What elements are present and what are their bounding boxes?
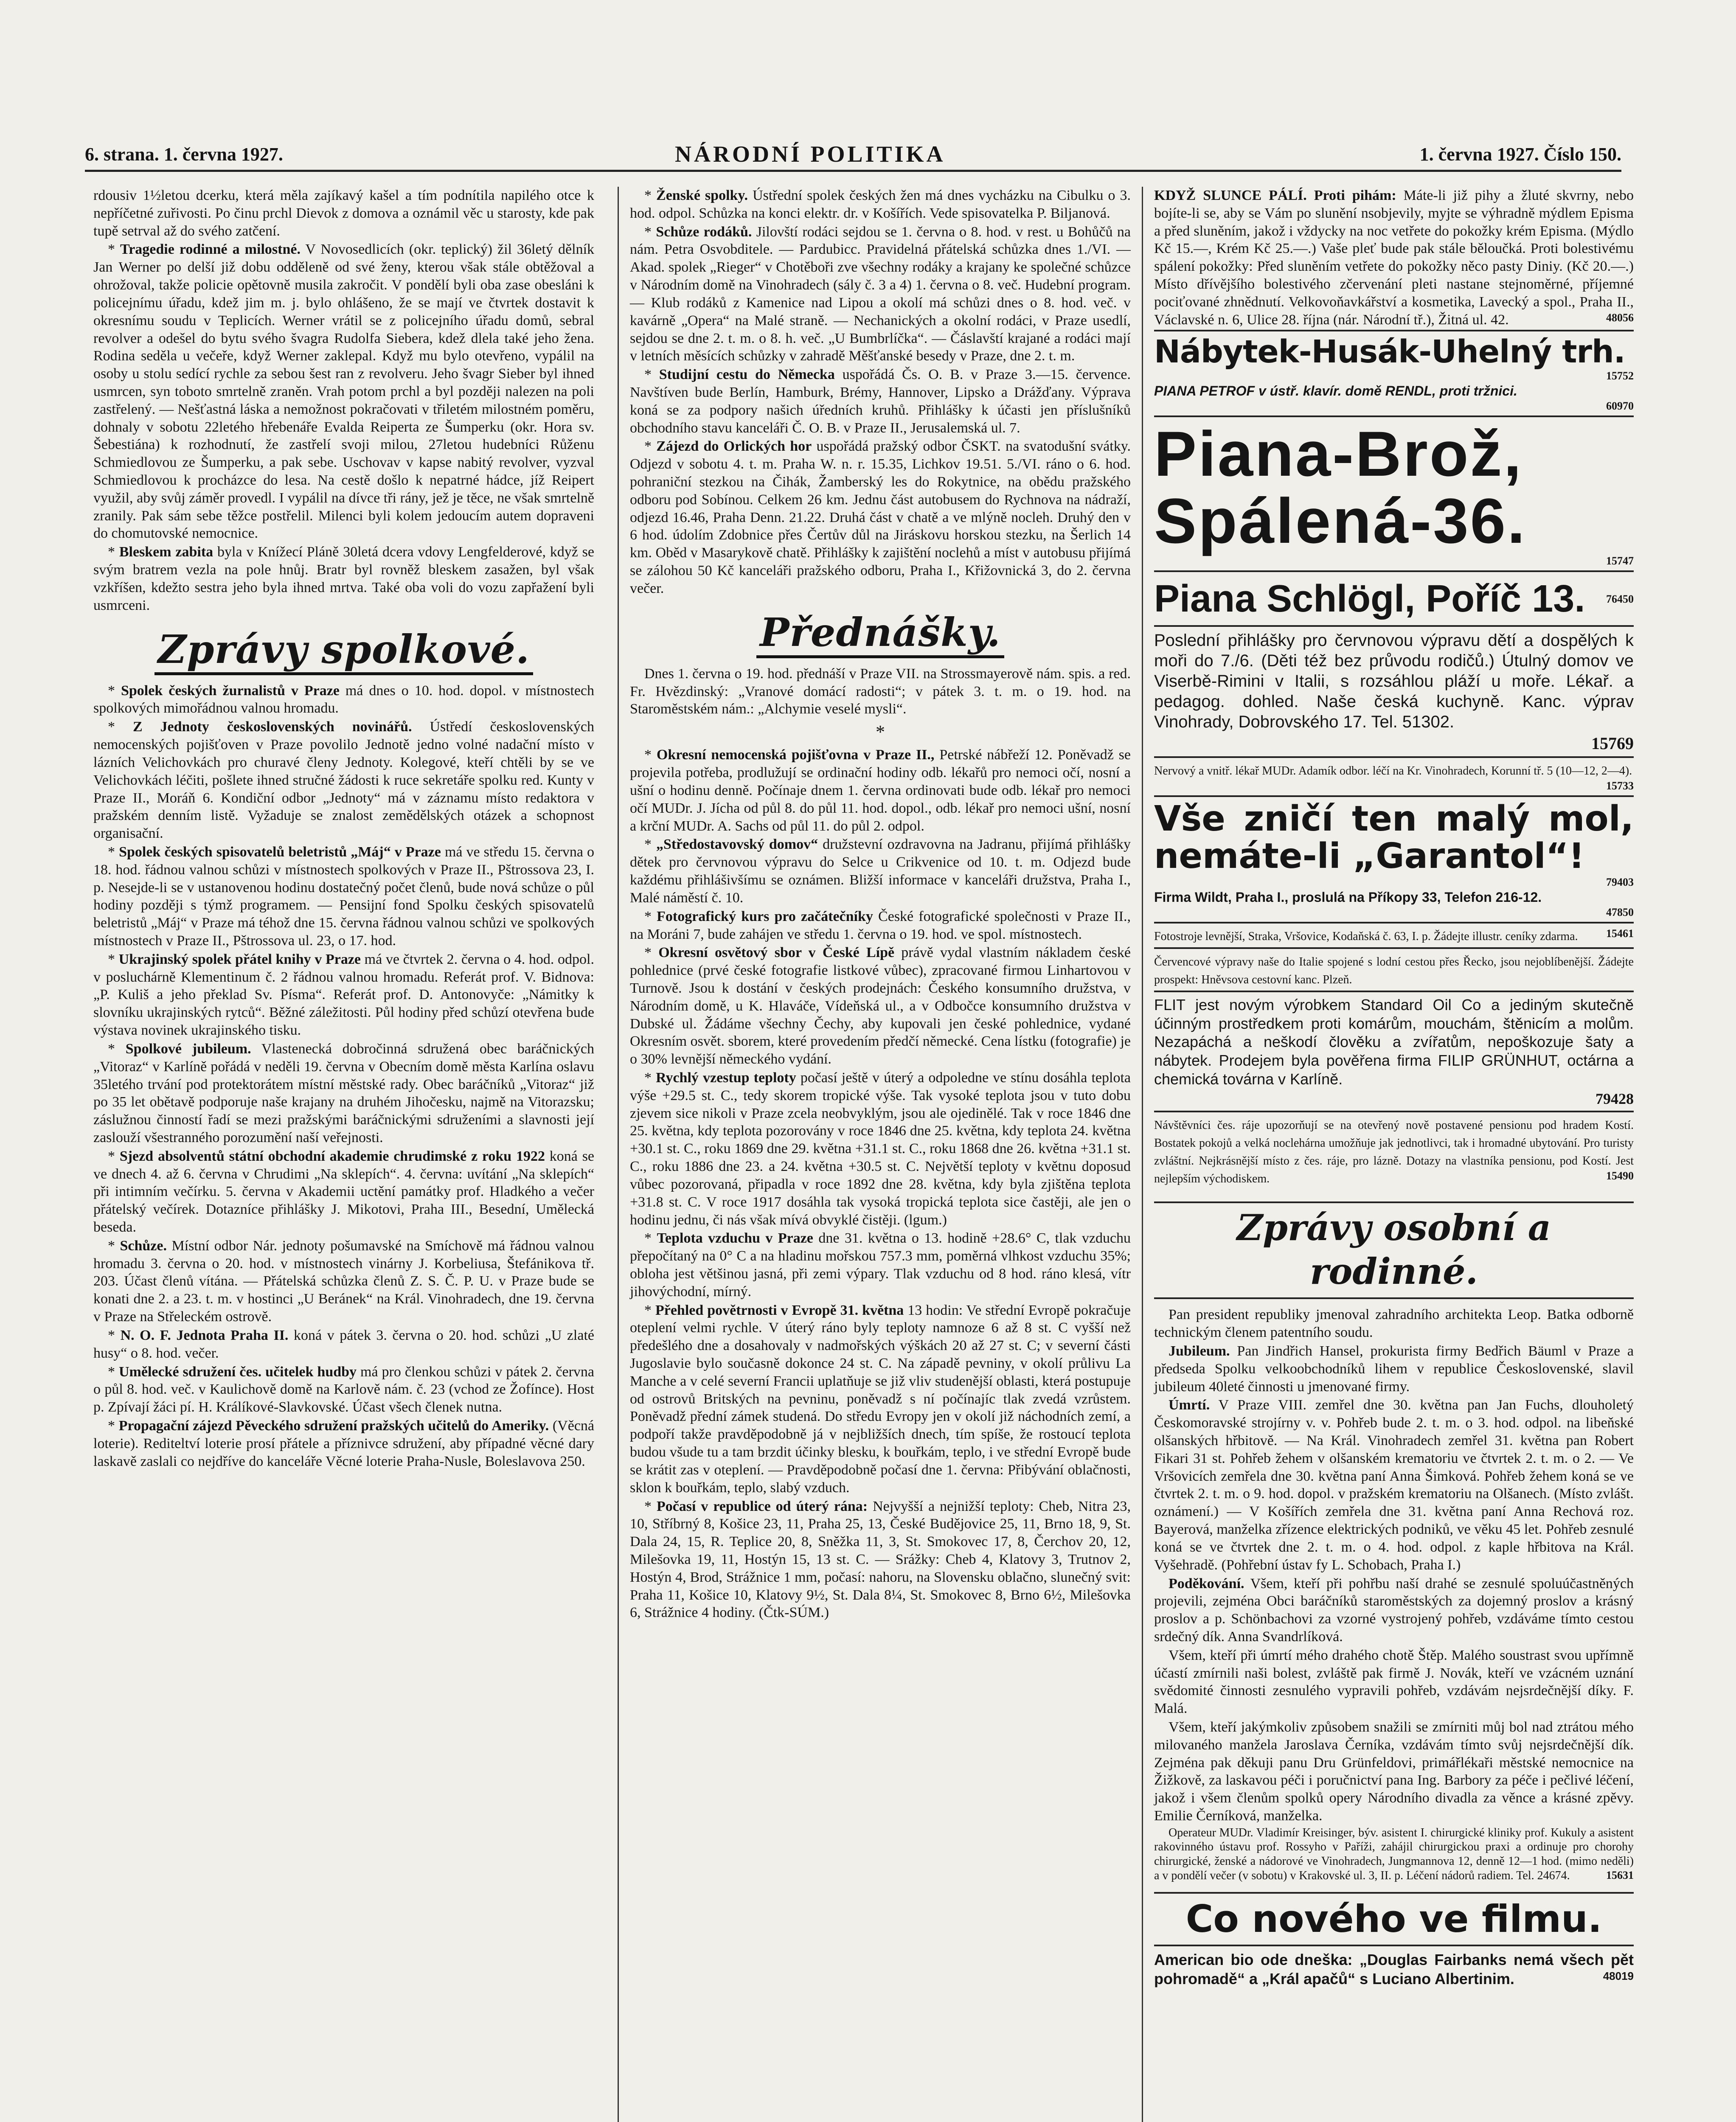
article-body: právě vydal vlastním nákladem české pohlednice (prvé české fotografie listkové vůbec), zpracované firmou Linhartovou v Turnově. Jsou k dostání v českých prodejnách: Českého konsumního družstva, v Národním domě, u K. Hlaváče, Vídeňská ul., a v Odbočce konsumního družstva v Dubské ul. Žádáme všechny Čechy, aby kupovali jen české pohlednice, vydané Okresním osvět. sborem, které provedením předčí německé. Cena lístku (fotografie) je o 30% levnější německého vydání. — [630, 945, 1131, 1067]
article-body: koná se ve dnech 4. až 6. června v Chrudimi „Na sklepích“. 4. června: uvítání „Na sklepích“ při intimním večírku. 5. června v Akademii uctění památky prof. Hladkého a večer přátelský večírek. Dotazníce přihlášky J. Mikotovi, Praha III., Besední, Umělecká beseda. — [93, 1148, 594, 1235]
article-body: Ústřední spolek českých žen má dnes vycházku na Cibulku o 3. hod. odpol. Schůzka na konci elektr. dr. v Košířích. Vede spisovatelka P. Biljanová. — [630, 188, 1131, 221]
article-title: Ženské spolky. — [656, 188, 748, 203]
article-text: * Umělecké sdružení čes. učitelek hudby má pro členkou schůzi v pátek 2. června o půl 8. hod. več. v Kaulichově domě na Karlově nám. č. 23 (vchod ze Žofínce). Host p. Zpívají žáci pí. H. Králíkové-Slavkovské. Účast všech členek nutna. — [93, 1364, 594, 1415]
article-title: N. O. F. Jednota Praha II. — [120, 1327, 289, 1343]
article-body: Vlastenecká dobročinná sdružená obec baráčnických „Vitoraz“ v Karlíně pořádá v neděli 19. června v Obecním domě města Karlína oslavu 35letého trvání pod protektorátem místní městské rady. Obec baráčníků „Vitoraz“ již po 35 let obětavě podporuje naše krajany na druhém Jihočesku, najmě na Vitorazsku; záslužnou činností řadí se mezi pražskými baráčnickými sdruženími a slavnosti její zaslouží všestranného porozumění naší veřejnosti. — [93, 1041, 594, 1145]
section-heading — [93, 626, 594, 674]
article-text — [1154, 1396, 1634, 1574]
article-text — [1154, 1342, 1634, 1395]
newspaper-page — [85, 140, 1634, 2122]
article-title: Fotografický kurs pro začátečníky — [657, 908, 873, 924]
article-title: Okresní osvětový sbor v České Lípě — [658, 945, 895, 961]
article-text: * Rychlý vzestup teploty počasí ještě v úterý a odpoledne ve stínu dosáhla teplota výše +29.5 st. C., tedy skorem tropické výše. Tak vysoké teplota jsou v tuto dobu zjevem sice nikoli v Praze zcela neobvyklým, jsou ale ojedinělé. Tak v roce 1846 dne 25. května, kdy teplota pozorovány v roce 1846 dne 25. května, kdy teplota 24. května +30.1 st. C., roku 1869 dne 29. května +31.1 st. C., roku 1868 dne 26. května +31.1 st. C., roku 1886 dne 23. a 24. května +30.5 st. C. Největší teploty v květnu doposud vůbec pozorovaná, připadla v roce 1892 dne 28. května, kdy byla zjištěna teplota +31.8 st. C. V roce 1917 dosáhla tak vysoká tropická teplota sice častěji, ale jen o hodinu jednu, či nás však mívá obvyklé čistěji. (lgum.) — [630, 1070, 1131, 1228]
article-title: Z Jednoty československých novinářů. — [132, 719, 412, 735]
ad-number: 15747 — [1606, 555, 1634, 567]
article-title: Zájezd do Orlických hor — [656, 438, 812, 455]
article-body: Všem, kteří při pohřbu naší drahé se zesnulé spoluúčastněných projevili, zejména Obci baráčníků staroměstských za dojemný proslov a krásný proslov a p. Schönbachovi za vzorné vystrojený pohřeb, vzdáváme tímto cestou srdečný dík. Anna Svandrlíková. — [1154, 1575, 1634, 1645]
article-title: Poděkování. — [1169, 1575, 1244, 1592]
article-text: * Ukrajinský spolek přátel knihy v Praze má ve čtvrtek 2. června o 4. hod. odpol. v posluchárně Klementinum č. 2 řádnou valnou hromadu. Referát prof. V. Bidnova: „P. Kuliš a jeho překlad Sv. Písma“. Referát prof. D. Antonovyče: „Námitky k slovníku ukrajinských rytců“. Běžné záležitosti. Půl hodiny před schůzí otevřena bude výstava novinek ukrajinského tisku. — [93, 951, 594, 1039]
ad-headline: Spálená-36. — [1154, 485, 1527, 556]
column-2 — [618, 187, 1131, 2122]
ad-text: PIANA PETROF v ústř. klavír. domě RENDL, proti tržnici. — [1154, 383, 1517, 399]
ad-title: KDYŽ SLUNCE PÁLÍ. Proti pihám: — [1154, 188, 1396, 203]
article-body: má dnes o 10. hod. dopol. v místnostech spolkových mimořádnou valnou hromadu. — [93, 682, 594, 716]
article-body: Jilovští rodáci sejdou se 1. června o 8. hod. v rest. u Bohůčů na nám. Petra Osvobditele. — Pardubicc. Pravidelná přátelská schůzka dnes 1./VI. — Akad. spolek „Rieger“ v Chotěboři zve všechny rodáky a krajany ke společné schůzce v Národním domě na Vinohradech (sály č. 3 a 4) 1. června o 8. več. Hudební program. — Klub rodáků z Kamenice nad Lipou a okolí má schůzi dnes o 8. hod. več. v kavárně „Opera“ na Malé straně. — Nechanických a okolní rodáci, v Praze usedlí, sejdou se dne 2. t. m. o 8. h. več. „U Bumbrlíčka“. — Čáslavští krajané a rodáci mají v letních měsících schůzky v zahradě Měšťanské besedy v Praze, dne 2. t. m. — [630, 224, 1131, 364]
ad-number: 47850 — [1606, 906, 1634, 919]
ad-number: 79403 — [1606, 876, 1634, 888]
page-date-left: 6. strana. 1. června 1927. — [85, 144, 283, 165]
ad-text: Nervový a vnitř. lékař MUDr. Adamík odbor. léčí na Kr. Vinohradech, Korunní tř. 5 (10—12, 2—4). — [1154, 764, 1632, 778]
article-body: Nejvyšší a nejnižší teploty: Cheb, Nitra 23, 10, Stříbrný 8, Košice 23, 11, Praha 25, 13, České Budějovice 25, 11, Brno 18, 9, St. Dala 24, 15, R. Teplice 20, 8, Sněžka 11, 3, St. Smokovec 17, 8, Čerchov 20, 12, Milešovka 19, 11, Hostýn 15, 13 st. C. — Srážky: Cheb 4, Klatovy 3, Trutnov 2, Hostýn 4, Brod, Strážnice 1 mm, počasí: nahoru, na Slovensku oblačno, slunečný svit: Praha 11, Košice 10, Klatovy 9½, St. Dala 8¼, St. Smokovec 8, Brno 6½, Milešovka 6, Strážnice 4 hodiny. (Čtk-SÚM.) — [630, 1498, 1131, 1621]
advertisement — [1154, 625, 1634, 756]
article-text — [1154, 1826, 1634, 1883]
article-title: Bleskem zabita — [119, 544, 213, 560]
ad-text: Poslední přihlášky pro červnovou výpravu dětí a dospělých k moři do 7./6. (Děti též bez průvodu rodičů.) Útulný domov ve Viserbě-Rimini v Italii, s rozsáhlou pláží u moře. Lékař. a pedagog. dohled. Naše česká kuchyně. Kanc. výprav Vinohrady, Dobrovského 17. Tel. 51302. — [1154, 631, 1634, 731]
ad-headline: Vše zničí ten malý mol, nemáte-li „Garantol“! — [1154, 798, 1634, 877]
article-title: Studijní cestu do Německa — [659, 367, 835, 383]
article-body: uspořádá Čs. O. B. v Praze 3.—15. července. Navštíven bude Berlín, Hamburk, Brémy, Hannover, Lipsko a Drážďany. Výprava koná se za podpory našich úředních kruhů. Přihlášky k účasti jen příslušníků obchodního stavu kanceláři Č. O. B. v Praze II., Jerusalemská ul. 7. — [630, 367, 1131, 436]
ad-text: Návštěvníci čes. ráje upozorňují se na otevřený nově postavené pensionu pod hradem Kostí. Bostatek pokojů a velká noclehárna umožňuje jak jednotlivci, tak i hromadné ubytování. Pro turisty zvláštní. Nejkrásnější místo z čes. ráje, pro lázně. Dotazy na vlastníka pensionu, pod Kostí. Jest nejlepším východiskem. — [1154, 1119, 1634, 1185]
article-text: * Tragedie rodinné a milostné. V Novosedlicích (okr. teplický) žil 36letý dělník Jan Werner po delší již dobu odděleně od své ženy, kterou však stále obtěžoval a ohrožoval, takže policie opětovně musila zakročit. V pondělí byli oba zase obesláni k policejnímu úřadu, kdež jim m. j. bylo ohlášeno, že se mají ve čtvrtek dostavit k okresnímu soudu v Teplicích. Werner vrátil se z policejního úřadu domů, sebral revolver a odešel do bytu svého švagra Rudolfa Siebera, kdež dlela také jeho žena. Rodina seděla u večeře, když Werner zaklepal. Když mu bylo otevřeno, vypálil na osoby u stolu sedící rychle za sebou šest ran z revolveru. Jeho švagr Sieber byl ihned usmrcen, syn toboto smrtelně zraněn. Vrah potom prchl a byl později nalezen na poli zastřelený. — Nešťastná láska a nemožnost pokračovati v třiletém milostném poměru, dohnaly v sobotu 22letého hřebenáře Evalda Reiperta ze Šumperku (okr. Hora sv. Šebestiána) k rozhodnutí, že zastřelí svoji milou, 27letou hudebníci Růženu Schmiedlovou ze Šumperku, a pak sebe. Uschovav v kapse nabitý revolver, vyzval Schmiedlovou k procházce do lesa. Na cestě došlo k nepatrné hádce, jíž Reipert využil, aby svůj záměr provedl. I vypálil na dívce tři rány, jež je těce, ne však smrtelně zranily. Pak sám sebe těžce postřelil. Milenci byli kolem jedoucím autem dopraveni do chomutovské nemocnice. — [93, 241, 594, 542]
section-heading — [630, 609, 1131, 657]
ad-number: 79428 — [1596, 1090, 1634, 1108]
article-text: * Spolkové jubileum. Vlastenecká dobročinná sdružená obec baráčnických „Vitoraz“ v Karlíně pořádá v neděli 19. června v Obecním domě města Karlína oslavu 35letého trvání pod protektorátem místní městské rady. Obec baráčníků „Vitoraz“ již po 35 let obětavě podporuje naše krajany na druhém Jihočesku, najmě na Vitorazsku; záslužnou činností řadí se mezi pražskými baráčnickými sdruženími a slavnosti její zaslouží všestranného porozumění naší veřejnosti. — [93, 1041, 594, 1145]
article-body: koná v pátek 3. června o 20. hod. schůzi „U zlaté husy“ o 8. hod. večer. — [93, 1327, 594, 1361]
article-text: rdousiv 1½letou dcerku, která měla zajíkavý kašel a tím podnítila napilého otce k nepříčetné zuřivosti. Po činu prchl Dievok z domova a oznámil věc u starosty, kde pak tupě setrval až do svého zatčení. — [93, 188, 594, 239]
article-body: dne 31. května o 13. hodině +28.6° C, tlak vzduchu přepočítaný na 0° C a na hladinu mořskou 757.3 mm, poměrná vlhkost vzduchu 35%; obloha jest většinou jasná, při zemi výpary. Tlak vzduchu od 8 hod. ráno klesá, vítr jihovýchodní, mírný. — [630, 1230, 1131, 1300]
ad-headline: Piana Schlögl, Poříč 13. — [1154, 578, 1585, 620]
article-text: * Fotografický kurs pro začátečníky České fotografické společnosti v Praze II., na Moráni 7, bude zahájen ve středu 1. června o 19. hod. ve spol. místnostech. — [630, 908, 1131, 942]
article-text: * Počasí v republice od úterý rána: Nejvyšší a nejnižší teploty: Cheb, Nitra 23, 10, Stříbrný 8, Košice 23, 11, Praha 25, 13, České Budějovice 25, 11, Brno 18, 9, St. Dala 24, 15, R. Teplice 20, 8, Sněžka 11, 3, St. Smokovec 17, 8, Čerchov 20, 12, Milešovka 19, 11, Hostýn 15, 13 st. C. — Srážky: Cheb 4, Klatovy 3, Trutnov 2, Hostýn 4, Brod, Strážnice 1 mm, počasí: nahoru, na Slovensku oblačno, slunečný svit: Praha 11, Košice 10, Klatovy 9½, St. Dala 8¼, St. Smokovec 8, Brno 6½, Milešovka 6, Strážnice 4 hodiny. (Čtk-SÚM.) — [630, 1498, 1131, 1621]
article-text: * Zájezd do Orlických hor uspořádá pražský odbor ČSKT. na svatodušní svátky. Odjezd v sobotu 4. t. m. Praha W. n. r. 15.35, Lichkov 19.51. 5./VI. ráno o 6. hod. pohraniční stezkou na Čihák, Žamberský les do Rokytnice, na obědu pražského odboru pod Sobínou. Celkem 26 km. Jednu část autobusem do Rychnova na nádraží, odjezd 16.46, Praha Denn. 21.22. Druhá část v chatě a ve mlýně nocleh. Druhý den v 6 hod. údolím Zdobnice přes Čertův důl na Jiráskovu horskou stezku, na Šerlich 14 km. Oběd v Masarykově chatě. Přihlášky k zajištění noclehů a míst v autobusu přijímá se zálohou 50 Kč kanceláři pražského odboru, Praha I., Křižovnická 3, do 2. června večer. — [630, 438, 1131, 596]
ad-number: 15733 — [1606, 779, 1634, 792]
article-title: Umělecké sdružení čes. učitelek hudby — [118, 1364, 357, 1380]
advertisement — [1154, 947, 1634, 991]
ad-number: 48019 — [1603, 1969, 1634, 1982]
advertisement — [1154, 570, 1634, 625]
ad-number: 15769 — [1591, 733, 1634, 753]
article-body: Ústředí československých nemocenských pojišťoven v Praze povolilo Jednotě jedno volné nadační místo v lázních Velichovkách pro churavé členy Jednoty. Kolegové, kteří chtěli by se ve Velichovkách léčiti, pošlete ihned stručné žádosti k ruce sekretáře spolku red. Kunty v Praze II., Moráň 6. Kondiční odbor „Jednoty“ má v záznamu místo redaktora v pražském denním listě. Vyžaduje se znalost zemědělských otázek a schopnost organisační. — [93, 719, 594, 842]
article-title: Ukrajinský spolek přátel knihy v Praze — [118, 951, 361, 967]
article-title: Přehled povětrnosti v Evropě 31. května — [655, 1302, 904, 1318]
article-text: * Spolek českých spisovatelů beletristů „Máj“ v Praze má ve středu 15. června o 18. hod. řádnou valnou schůzi v místnostech spolkových v Praze II., Pštrossova 23, I. p. Nesejde-li se v ustanovenou hodinu dostatečný počet členů, bude nová schůze o půl hodiny později s týmž programem. — Pensijní fond Spolku českých spisovatelů beletristů „Máj“ v Praze má téhož dne 15. června řádnou valnou schůzi ve spolkových místnostech v Praze II., Pštrossova ul. 23, o 17. hod. — [93, 844, 594, 949]
article-body: (Věcná loterie). Rediteltví loterie prosí přátele a příznivce sdružení, aby případné věcné dary laskavě zaslali co nejdříve do kanceláře Věcné loterie Praha-Nusle, Boleslavova 250. — [93, 1417, 594, 1469]
lecture-listing: Dnes 1. června o 19. hod. přednáší v Praze VII. na Strossmayerově nám. spis. a red. Fr. Hvězdinský: „Vranové domácí radosti“; v pátek 3. t. m. o 19. hod. na Staroměstském nám.: „Alchymie veselé mysli“. — [630, 665, 1131, 717]
article-title: Spolkové jubileum. — [125, 1041, 251, 1057]
film-heading: Co nového ve filmu. — [1154, 1892, 1634, 1946]
article-text: * Bleskem zabita byla v Knížecí Pláně 30letá dcera vdovy Lengfelderové, když se svým bratrem vezla na pole hnůj. Bratr byl rovněž bleskem zasažen, byl však vzkříšen, kdežto sestra jeho byla ihned mrtva. Také oba voli do vozu zapřažení byli usmrceni. — [93, 544, 594, 613]
article-title: Schůze. — [120, 1238, 167, 1254]
ad-number: 15461 — [1606, 927, 1634, 940]
article-body: Místní odbor Nár. jednoty pošumavské na Smíchově má řádnou valnou hromadu 3. června o 20. hod. v místnostech vinárny J. Korbeliusa, Štefánikova tř. 203. Účast členů vítána. — Přátelská schůzka členů Z. S. Č. P. U. v Praze bude se konati dne 2. a 23. t. m. v hostinci „U Beránek“ na Král. Vinohradech, dne 19. června v Praze na Střeleckém ostrově. — [93, 1238, 594, 1325]
article-title: Teplota vzduchu v Praze — [657, 1230, 813, 1246]
article-text: * Sjezd absolventů státní obchodní akademie chrudimské z roku 1922 koná se ve dnech 4. až 6. června v Chrudimi „Na sklepích“. 4. června: uvítání „Na sklepích“ při intimním večírku. 5. června v Akademii uctění památky prof. Hladkého a večer přátelský večírek. Dotazníce přihlášky J. Mikotovi, Praha III., Besední, Umělecká beseda. — [93, 1148, 594, 1235]
article-body: Operateur MUDr. Vladimír Kreisinger, býv. asistent I. chirurgické kliniky prof. Kukuly a asistent rakovinného ústavu prof. Rossyho v Paříži, zahájil chirurgickou praxi a ordinuje pro chorohy chirurgické, ženské a nádorové ve Vinohradech, Jungmannova 12, denně 12—1 hod. (mimo neděli) a v pondělí večer (v sobotu) v Krakovské ul. 3, II. p. Léčení nádorů radiem. Tel. 24674. — [1154, 1826, 1634, 1882]
ad-text: Červencové výpravy naše do Italie spojené s lodní cestou přes Řecko, jsou nejoblíbenější. Žádejte prospekt: Hněvsova cestovní kanc. Plzeň. — [1154, 955, 1634, 986]
article-title: Sjezd absolventů státní obchodní akademie chrudimské z roku 1922 — [119, 1148, 545, 1164]
article-text: * Schůze. Místní odbor Nár. jednoty pošumavské na Smíchově má řádnou valnou hromadu 3. června o 20. hod. v místnostech vinárny J. Korbeliusa, Štefánikova tř. 203. Účast členů vítána. — Přátelská schůzka členů Z. S. Č. P. U. v Praze bude se konati dne 2. a 23. t. m. v hostinci „U Beránek“ na Král. Vinohradech, dne 19. června v Praze na Střeleckém ostrově. — [93, 1238, 594, 1325]
ad-number: 76450 — [1606, 593, 1634, 606]
issue-number: 1. června 1927. Číslo 150. — [1419, 144, 1621, 165]
article-text: * Studijní cestu do Německa uspořádá Čs. O. B. v Praze 3.—15. července. Navštíven bude Berlín, Hamburk, Brémy, Hannover, Lipsko a Drážďany. Výprava koná se za podpory našich úředních kruhů. Přihlášky k účasti jen příslušníků obchodního stavu kanceláři Č. O. B. v Praze II., Jerusalemská ul. 7. — [630, 367, 1131, 436]
ad-headline: Piana-Brož, — [1154, 418, 1523, 490]
section-heading: Zprávy osobní a rodinné. — [1154, 1201, 1634, 1300]
article-title: Okresní nemocenská pojišťovna v Praze II., — [656, 747, 935, 763]
article-text: Všem, kteří při úmrtí mého drahého chotě Štěp. Malého soustrast svou upřímně účastí zmírnili naši bolest, zvláště pak firmě J. Novák, kteří ve vzácném uznání svědomité činnosti zesnulého vypravili pohřeb, vzdávám nejsrdečnější díky. F. Malá. — [1154, 1647, 1634, 1717]
ad-number: 15752 — [1606, 369, 1634, 382]
advertisement — [1154, 1111, 1634, 1189]
column-3 — [1142, 187, 1634, 2122]
article-text: * Ženské spolky. Ústřední spolek českých žen má dnes vycházku na Cibulku o 3. hod. odpol. Schůzka na konci elektr. dr. v Košířích. Vede spisovatelka P. Biljanová. — [630, 188, 1131, 221]
article-title: Propagační zájezd Pěveckého sdružení pražských učitelů do Ameriky. — [118, 1417, 549, 1434]
article-text: Pan president republiky jmenoval zahradního architekta Leop. Batka odborně technickým členem patentního soudu. — [1154, 1307, 1634, 1341]
masthead — [85, 140, 1621, 172]
article-body: České fotografické společnosti v Praze II., na Moráni 7, bude zahájen ve středu 1. června o 19. hod. ve spol. místnostech. — [630, 908, 1131, 942]
ad-number: 60970 — [1606, 400, 1634, 413]
ad-text: Firma Wildt, Praha I., proslulá na Příkopy 33, Telefon 216-12. — [1154, 889, 1542, 905]
article-text — [1154, 1575, 1634, 1646]
article-body: Petrské nábřeží 12. Poněvadž se projevila potřeba, prodlužují se ordinační hodiny odb. lékařů pro nemoci očí, nosní a ušní o hodinu denně. Počínaje dnem 1. června ordinovati bude odb. lékař pro nemoci očí MUDr. J. Jícha od půl 8. do půl 11. hod. dopol., odb. lékař pro nemoci ušní, nosní a krční MUDr. A. Sachs od půl 11. do půl 2. odpol. — [630, 747, 1131, 834]
ad-headline: Nábytek-Husák-Uhelný trh. — [1154, 333, 1625, 370]
article-title: Spolek českých žurnalistů v Praze — [121, 682, 340, 699]
article-title: „Středostavovský domov“ — [656, 836, 818, 853]
advertisement — [1154, 991, 1634, 1111]
separator-star: * — [876, 721, 885, 743]
ad-text: Fotostroje levnější, Straka, Vršovice, Kodaňská č. 63, I. p. Žádejte illustr. ceníky zdarma. — [1154, 930, 1578, 943]
article-title: Počasí v republice od úterý rána: — [656, 1498, 868, 1514]
film-body: American bio ode dneška: „Douglas Fairbanks nemá všech pět pohromadě“ a „Král apačů“ s Luciano Albertinim. — [1154, 1951, 1634, 1987]
article-title: Jubileum. — [1169, 1343, 1230, 1359]
article-title: Spolek českých spisovatelů beletristů „Máj“ v Praze — [119, 844, 441, 860]
advertisement — [1154, 415, 1634, 570]
article-title: Schůze rodáků. — [656, 224, 752, 240]
advertisement — [1154, 922, 1634, 947]
advertisement — [1154, 756, 1634, 795]
advertisement — [1154, 187, 1634, 330]
article-body: počasí ještě v úterý a odpoledne ve stínu dosáhla teplota výše +29.5 st. C., tedy skorem tropické výše. Tak vysoké teplota jsou v tuto dobu zjevem sice nikoli v Praze zcela neobvyklým, jsou ale ojedinělé. Tak v roce 1846 dne 25. května, kdy teplota pozorovány v roce 1846 dne 25. května, kdy teplota 24. května +30.1 st. C., roku 1869 dne 29. května +31.1 st. C., roku 1868 dne 26. května +31.1 st. C., roku 1886 dne 23. a 24. května +30.5 st. C. Největší teploty v květnu doposud vůbec pozorovaná, připadla v roce 1892 dne 28. května, kdy byla zjištěna teplota +31.8 st. C. V roce 1917 dosáhla tak vysoká tropická teplota sice častěji, ale jen o hodinu jednu, či nás však mívá obvyklé čistěji. (lgum.) — [630, 1070, 1131, 1228]
article-body: má ve čtvrtek 2. června o 4. hod. odpol. v posluchárně Klementinum č. 2 řádnou valnou hromadu. Referát prof. V. Bidnova: „P. Kuliš a jeho překlad Sv. Písma“. Referát prof. D. Antonovyče: „Námitky k slovníku ukrajinských rytců“. Běžné záležitosti. Půl hodiny před schůzí otevřena bude výstava novinek ukrajinského tisku. — [93, 951, 594, 1039]
ad-number: 15631 — [1606, 1869, 1634, 1881]
ad-number: 48056 — [1606, 311, 1634, 324]
article-body: V Novosedlicích (okr. teplický) žil 36letý dělník Jan Werner po delší již dobu odděleně od své ženy, kterou však stále obtěžoval a ohrožoval, takže policie opětovně musila zakročit. V pondělí byli oba zase obesláni k policejnímu úřadu, kdež jim m. j. bylo ohlášeno, že se mají ve čtvrtek dostavit k okresnímu soudu v Teplicích. Werner vrátil se z policejního úřadu domů, sebral revolver a odešel do bytu svého švagra Rudolfa Siebera, kdež dlela také jeho žena. Rodina seděla u večeře, když Werner zaklepal. Když mu bylo otevřeno, vypálil na osoby u stolu sedící rychle za sebou šest ran z revolveru. Jeho švagr Sieber byl ihned usmrcen, syn toboto smrtelně zraněn. Vrah potom prchl a byl později nalezen na poli zastřelený. — Nešťastná láska a nemožnost pokračovati v třiletém milostném poměru, dohnaly v sobotu 22letého hřebenáře Evalda Reiperta ze Šumperku (okr. Hora sv. Šebestiána) k rozhodnutí, že zastřelí svoji milou, 27letou hudebníci Růženu Schmiedlovou ze Šumperku, a pak sebe. Uschovav v kapse nabitý revolver, vyzval Schmiedlovou k procházce do lesa. Na cestě došlo k nepatrné hádce, jíž Reipert využil, aby svůj záměr provedl. I vypálil na dívce tři rány, jež je těce, ne však smrtelně zranily. Pak sám sebe těžce postřelil. Milenci byli kolem jedoucím autem dopraveni do chomutovské nemocnice. — [93, 241, 594, 542]
article-text: Všem, kteří jakýmkoliv způsobem snažili se zmírniti můj bol nad ztrátou mého milovaného manžela Jaroslava Černíka, vzdávám tímto svůj nejsrdečnější dík. Zejména pak děkuji panu Dru Grünfeldovi, primářlékaři městské nemocnice na Žižkově, za laskavou péči i poručnictví pana Ing. Barbory za péče i pečlivé léčení, jakož i všem členům spolků opery Národního divadla za věnce a krásné zpěvy. Emilie Černíková, manželka. — [1154, 1719, 1634, 1824]
film-text — [1154, 1951, 1634, 1988]
advertisement — [1154, 330, 1634, 416]
advertisement — [1154, 795, 1634, 922]
article-body: má pro členkou schůzi v pátek 2. června o půl 8. hod. več. v Kaulichově domě na Karlově nám. č. 23 (vchod ze Žofínce). Host p. Zpívají žáci pí. H. Králíkové-Slavkovské. Účast všech členek nutna. — [93, 1364, 594, 1415]
article-text: * N. O. F. Jednota Praha II. koná v pátek 3. června o 20. hod. schůzi „U zlaté husy“ o 8. hod. večer. — [93, 1327, 594, 1361]
ad-text: FLIT jest novým výrobkem Standard Oil Co a jediným skutečně účinným prostředkem proti komárům, mouchám, štěnicím a molům. Nezapáchá a neškodí člověku a zvířatům, nepoškozuje šaty a nábytek. Prodejem byla pověřena firma FILIP GRÜNHUT, octárna a chemická továrna v Karlíně. — [1154, 996, 1634, 1088]
article-body: Pan Jindřich Hansel, prokurista firmy Bedřich Bäuml v Praze a předseda Spolku velkoobchodníků lihem v republice Československé, slavil jubileum 40leté činnosti u jmenované firmy. — [1154, 1343, 1634, 1395]
section-heading-text: Přednášky. — [756, 609, 1004, 658]
article-text: * Spolek českých žurnalistů v Praze má dnes o 10. hod. dopol. v místnostech spolkových mimořádnou valnou hromadu. — [93, 682, 594, 716]
article-text: * Okresní osvětový sbor v České Lípě právě vydal vlastním nákladem české pohlednice (prvé české fotografie listkové vůbec), zpracované firmou Linhartovou v Turnově. Jsou k dostání v českých prodejnách: Českého konsumního družstva, v Národním domě, u K. Hlaváče, Vídeňská ul., a v Odbočce konsumního družstva v Dubské ul. Žádáme všechny Čechy, aby kupovali jen české pohlednice, vydané Okresním osvět. sborem, které provedením předčí německé. Cena lístku (fotografie) je o 30% levnější německého vydání. — [630, 945, 1131, 1067]
article-title: Úmrtí. — [1169, 1397, 1210, 1413]
article-body: byla v Knížecí Pláně 30letá dcera vdovy Lengfelderové, když se svým bratrem vezla na pole hnůj. Bratr byl rovněž bleskem zasažen, byl však vzkříšen, kdežto sestra jeho byla ihned mrtva. Také oba voli do vozu zapřažení byli usmrceni. — [93, 544, 594, 613]
article-body: V Praze VIII. zemřel dne 30. května pan Jan Fuchs, dlouholetý Českomoravské strojírny v. v. Pohřeb bude 2. t. m. o 3. hod. odpol. na libeňské olšanských hřbitově. — Na Král. Vinohradech zemřel 31. května pan Robert Fikari 31 st. Pohřeb žehem v olšanském krematoriu ve čtvrtek 2. t. m. o 2. — Ve Vršovicích zemřela dne 30. května paní Anna Šimková. Pohřeb žehem koná se ve čtvrtek 2. t. m. o 9. hod. dopol. v pražském krematoriu na Olšanech. (Místo zvlášt. oznámení.) — V Košířích zemřela dne 31. května paní Anna Rechová roz. Bayerová, manželka zřízence elektrických podniků, ve věku 45 let. Pohřeb zesnulé koná se ve čtvrtek dne 2. t. m. o 4. hod. odpol. z kaple hřbitova na Král. Vyšehradě. (Pohřební ústav fy L. Schobach, Praha I.) — [1154, 1397, 1634, 1573]
ad-number: 15490 — [1606, 1169, 1634, 1182]
article-text: * Schůze rodáků. Jilovští rodáci sejdou se 1. června o 8. hod. v rest. u Bohůčů na nám. Petra Osvobditele. — Pardubicc. Pravidelná přátelská schůzka dnes 1./VI. — Akad. spolek „Rieger“ v Chotěboři zve všechny rodáky a krajany ke společné schůzce v Národním domě na Vinohradech (sály č. 3 a 4) 1. června o 8. več. Hudební program. — Klub rodáků z Kamenice nad Lipou a okolí má schůzi dnes o 8. hod. več. v kavárně „Opera“ na Malé straně. — Nechanických a okolní rodáci, v Praze usedlí, sejdou se dne 2. t. m. o 8. h. več. „U Bumbrlíčka“. — Čáslavští krajané a rodáci mají v letních měsících schůzky v zahradě Měšťanské besedy v Praze, dne 2. t. m. — [630, 224, 1131, 364]
article-text: * „Středostavovský domov“ družstevní ozdravovna na Jadranu, přijímá přihlášky dětek pro červnovou výpravu do Selce u Crikvenice od 10. t. m. Odjezd bude každému přihlášivšímu se oznámen. Bližší informace v kanceláři družstva, Praha I., Malé náměstí č. 10. — [630, 836, 1131, 906]
article-text: * Z Jednoty československých novinářů. Ústředí československých nemocenských pojišťoven v Praze povolilo Jednotě jedno volné nadační místo v lázních Velichovkách pro churavé členy Jednoty. Kolegové, kteří chtěli by se ve Velichovkách léčiti, pošlete ihned stručné žádosti k ruce sekretáře spolku red. Kunty v Praze II., Moráň 6. Kondiční odbor „Jednoty“ má v záznamu místo redaktora v pražském denním listě. Vyžaduje se znalost zemědělských otázek a schopnost organisační. — [93, 719, 594, 842]
section-heading-text: Zprávy spolkové. — [154, 626, 533, 675]
column-1 — [93, 187, 594, 2122]
ad-body: Máte-li již pihy a žluté skvrny, nebo bojíte-li se, aby se Vám po slunění nsobjevily, myjte se výhradně mýdlem Episma a před sluněním, jakož i vždycky na noc vetřete do pokožky krém Episma. (Mýdlo Kč 15.—, Krém Kč 25.—.) Vaše pleť bude pak stále běloučká. Proti bolestivému spálení pokožky: Před sluněním vetřete do pokožky něco pasty Diniy. (Kč 20.—.) Místo dřívějšího bolestivého zčervenání pleti nastane stejnoměrné, příjemné pociťované zhnědnutí. Velkovoňavkářství a kosmetika, Lavecký a spol., Praha II., Václavské n. 6, Ulice 28. října (nár. Národní tř.), Žitná ul. 42. — [1154, 188, 1634, 328]
article-body: má ve středu 15. června o 18. hod. řádnou valnou schůzi v místnostech spolkových v Praze II., Pštrossova 23, I. p. Nesejde-li se v ustanovenou hodinu dostatečný počet členů, bude nová schůze o půl hodiny později s týmž programem. — Pensijní fond Spolku českých spisovatelů beletristů „Máj“ v Praze má téhož dne 15. června řádnou valnou schůzi ve spolkových místnostech v Praze II., Pštrossova ul. 23, o 17. hod. — [93, 844, 594, 949]
article-text: * Propagační zájezd Pěveckého sdružení pražských učitelů do Ameriky. (Věcná loterie). Rediteltví loterie prosí přátele a příznivce sdružení, aby případné věcné dary laskavě zaslali co nejdříve do kanceláře Věcné loterie Praha-Nusle, Boleslavova 250. — [93, 1417, 594, 1469]
article-body: družstevní ozdravovna na Jadranu, přijímá přihlášky dětek pro červnovou výpravu do Selce u Crikvenice od 10. t. m. Odjezd bude každému přihlášivšímu se oznámen. Bližší informace v kanceláři družstva, Praha I., Malé náměstí č. 10. — [630, 836, 1131, 906]
article-text: * Teplota vzduchu v Praze dne 31. května o 13. hodině +28.6° C, tlak vzduchu přepočítaný na 0° C a na hladinu mořskou 757.3 mm, poměrná vlhkost vzduchu 35%; obloha jest většinou jasná, při zemi výpary. Tlak vzduchu od 8 hod. ráno klesá, vítr jihovýchodní, mírný. — [630, 1230, 1131, 1300]
article-text: * Okresní nemocenská pojišťovna v Praze II., Petrské nábřeží 12. Poněvadž se projevila potřeba, prodlužují se ordinační hodiny odb. lékařů pro nemoci očí, nosní a ušní o hodinu denně. Počínaje dnem 1. června ordinovati bude odb. lékař pro nemoci očí MUDr. J. Jícha od půl 8. do půl 11. hod. dopol., odb. lékař pro nemoci ušní, nosní a krční MUDr. A. Sachs od půl 11. do půl 2. odpol. — [630, 747, 1131, 834]
newspaper-title: NÁRODNÍ POLITIKA — [675, 141, 946, 167]
article-title: Tragedie rodinné a milostné. — [120, 241, 301, 258]
article-text: * Přehled povětrnosti v Evropě 31. května 13 hodin: Ve střední Evropě pokračuje oteplení velmi rychle. V úterý ráno byly teploty namnoze 6 až 8 st. C vyšší než předešlého dne a dosahovaly v nadmořských výškách 20 až 27 st. C; v severní části Jugoslavie bylo současně dokonce 24 st. C. Na západě pevniny, v okolí průlivu La Manche a v celé severní Francii uplatňuje se již vliv studenější oblasti, která postupuje od ostrovů Britských na pevninu, poněvadž s ní počínajíc tlak zvedá vzrůstem. Poněvadž přední zámek studená. Do středu Evropy jen v okolí již náchodních zemí, a podpoří takže pravděpodobně já v nejbližších dnech, tím spíše, že rostoucí teplota budou všude tu a tam brzdit účinky blesku, k bouřkám, teplo, i ve střední Evropě bude se krátit zas v oteplení. — Pravděpodobně počasí dne 1. června: Přibývání oblačnosti, sklon k bouřkám, teplo, slabý vzduch. — [630, 1302, 1131, 1496]
article-body: 13 hodin: Ve střední Evropě pokračuje oteplení velmi rychle. V úterý ráno byly teploty namnoze 6 až 8 st. C vyšší než předešlého dne a dosahovaly v nadmořských výškách 20 až 27 st. C; v severní části Jugoslavie bylo současně dokonce 24 st. C. Na západě pevniny, v okolí průlivu La Manche a v celé severní Francii uplatňuje se již vliv studenější oblasti, která postupuje od ostrovů Britských na pevninu, poněvadž s ní počínajíc tlak zvedá vzrůstem. Poněvadž přední zámek studená. Do středu Evropy jen v okolí již náchodních zemí, a podpoří takže pravděpodobně já v nejbližších dnech, tím spíše, že rostoucí teplota budou všude tu a tam brzdit účinky blesku, k bouřkám, teplo, i ve střední Evropě bude se krátit zas v oteplení. — Pravděpodobně počasí dne 1. června: Přibývání oblačnosti, sklon k bouřkám, teplo, slabý vzduch. — [630, 1302, 1131, 1496]
article-title: Rychlý vzestup teploty — [656, 1070, 796, 1086]
article-body: uspořádá pražský odbor ČSKT. na svatodušní svátky. Odjezd v sobotu 4. t. m. Praha W. n. r. 15.35, Lichkov 19.51. 5./VI. ráno o 6. hod. pohraniční stezkou na Čihák, Žamberský les do Rokytnice, na obědu pražského odboru pod Sobínou. Celkem 26 km. Jednu část autobusem do Rychnova na nádraží, odjezd 16.46, Praha Denn. 21.22. Druhá část v chatě a ve mlýně nocleh. Druhý den v 6 hod. údolím Zdobnice přes Čertův důl na Jiráskovu horskou stezku, na Šerlich 14 km. Oběd v Masarykově chatě. Přihlášky k zajištění noclehů a míst v autobusu přijímá se zálohou 50 Kč kanceláři pražského odboru, Praha I., Křižovnická 3, do 2. června večer. — [630, 438, 1131, 596]
